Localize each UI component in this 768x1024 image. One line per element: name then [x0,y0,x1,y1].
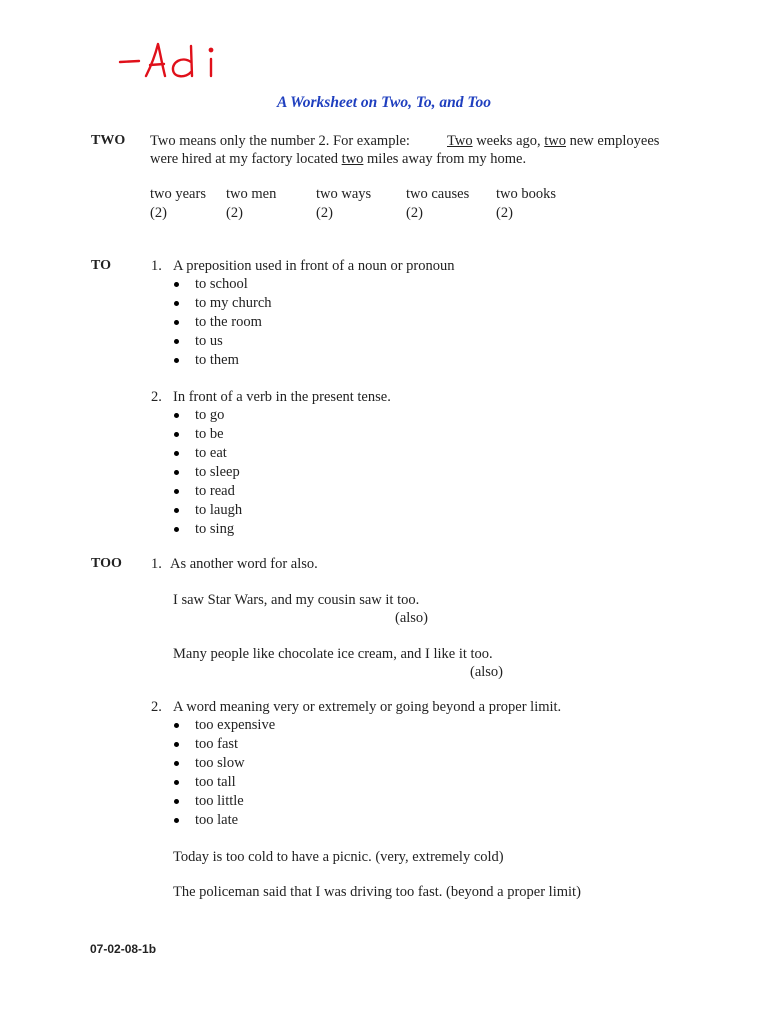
list-item: to laugh [172,501,242,520]
to-item2-list [172,406,242,539]
list-item: to sleep [172,463,242,482]
worksheet-title: A Worksheet on Two, To, and Too [277,94,491,111]
example-text: miles away from my home. [363,151,527,167]
list-item: to school [172,275,272,294]
list-item: to us [172,332,272,351]
to-item2-text: In front of a verb in the present tense. [173,389,391,405]
document-code: 07-02-08-1b [90,942,157,956]
to-item1-text: A preposition used in front of a noun or pronoun [173,258,455,274]
list-item: to go [172,406,242,425]
too-example-3: Today is too cold to have a picnic. (very, extremely cold) [173,849,504,865]
list-item: too little [172,792,275,811]
to-item1-list [172,275,272,370]
two-phrase-5-num: (2) [496,205,513,221]
list-item: to my church [172,294,272,313]
list-item: too late [172,811,275,830]
list-item: too tall [172,773,275,792]
list-item: too expensive [172,716,275,735]
two-phrase-4-num: (2) [406,205,423,221]
two-phrase-1-num: (2) [150,205,167,221]
underlined-word: two [341,151,364,167]
too-example-2-note: (also) [470,664,504,680]
to-item2-number: 2. [151,389,162,405]
two-phrase-4: two causes [406,186,470,202]
underlined-word: two [544,133,566,149]
list-item: to eat [172,444,242,463]
list-item: to be [172,425,242,444]
too-item1-text: As another word for also. [170,556,318,572]
two-definition: Two means only the number 2. For example: [150,133,410,149]
two-phrase-3-num: (2) [316,205,333,221]
two-example-line1 [447,133,659,150]
section-label-to: TO [91,258,111,273]
example-text: new employees [566,133,660,149]
too-item2-list [172,716,275,830]
too-example-1-note: (also) [395,610,429,626]
list-item: to the room [172,313,272,332]
list-item: to read [172,482,242,501]
list-item: too slow [172,754,275,773]
handwritten-name-signature [112,38,232,88]
too-example-1: I saw Star Wars, and my cousin saw it too. [173,592,420,608]
section-label-two: TWO [91,133,126,148]
too-item2-text: A word meaning very or extremely or going beyond a proper limit. [173,699,562,715]
to-item1-number: 1. [151,258,162,274]
list-item: too fast [172,735,275,754]
two-phrase-3: two ways [316,186,372,202]
two-example-line2 [150,151,526,168]
list-item: to them [172,351,272,370]
two-phrase-5: two books [496,186,557,202]
two-phrase-2-num: (2) [226,205,243,221]
list-item: to sing [172,520,242,539]
too-example-4: The policeman said that I was driving too fast. (beyond a proper limit) [173,884,581,900]
section-label-too: TOO [91,556,122,571]
too-item1-number: 1. [151,556,162,572]
too-item2-number: 2. [151,699,162,715]
too-example-2: Many people like chocolate ice cream, and I like it too. [173,646,493,662]
example-text: were hired at my factory located [150,151,342,167]
two-phrase-2: two men [226,186,277,202]
two-phrase-1: two years [150,186,206,202]
example-text: weeks ago, [472,133,545,149]
underlined-word: Two [447,133,473,149]
